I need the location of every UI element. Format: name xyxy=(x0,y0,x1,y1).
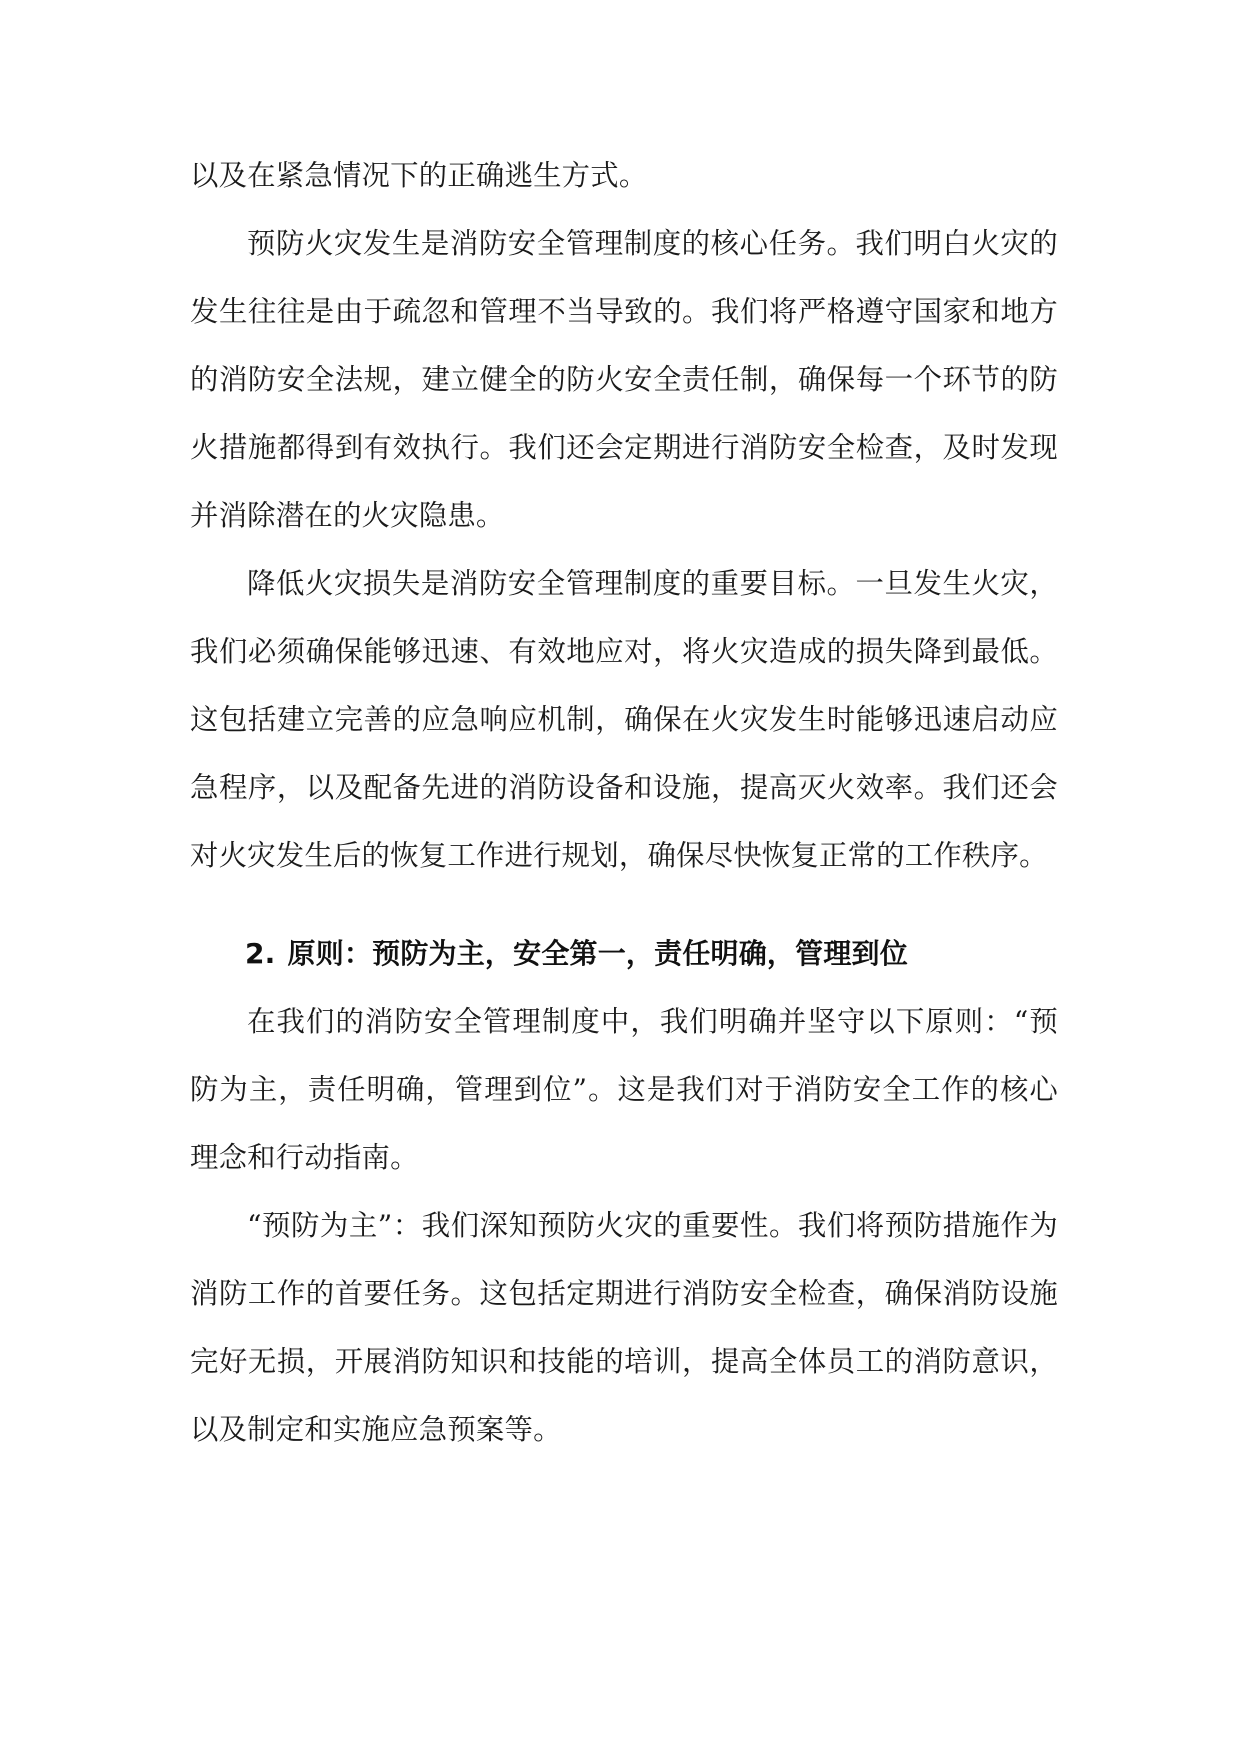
paragraph-principles-intro: 在我们的消防安全管理制度中，我们明确并坚守以下原则：“预防为主，责任明确，管理到位”。这是我们对于消防安全工作的核心理念和行动指南。 xyxy=(190,1005,1058,1174)
section-spacer xyxy=(190,890,1058,920)
document-page xyxy=(190,142,1058,1464)
paragraph-loss-reduction: 降低火灾损失是消防安全管理制度的重要目标。一旦发生火灾，我们必须确保能够迅速、有效地应对，将火灾造成的损失降到最低。这包括建立完善的应急响应机制，确保在火灾发生时能够迅速启动应急程序，以及配备先进的消防设备和设施，提高灭火效率。我们还会对火灾发生后的恢复工作进行规划，确保尽快恢复正常的工作秩序。 xyxy=(190,567,1058,872)
section-heading xyxy=(190,920,1058,988)
paragraph-fire-prevention: 预防火灾发生是消防安全管理制度的核心任务。我们明白火灾的发生往往是由于疏忽和管理不当导致的。我们将严格遵守国家和地方的消防安全法规，建立健全的防火安全责任制，确保每一个环节的防火措施都得到有效执行。我们还会定期进行消防安全检查，及时发现并消除潜在的火灾隐患。 xyxy=(190,227,1058,532)
paragraph-continuation: 以及在紧急情况下的正确逃生方式。 xyxy=(190,159,648,192)
section-title: 原则：预防为主，安全第一，责任明确，管理到位 xyxy=(287,937,908,970)
paragraph-prevention-first: “预防为主”：我们深知预防火灾的重要性。我们将预防措施作为消防工作的首要任务。这包括定期进行消防安全检查，确保消防设施完好无损，开展消防知识和技能的培训，提高全体员工的消防意识，以及制定和实施应急预案等。 xyxy=(190,1209,1058,1446)
section-number: 2. xyxy=(245,937,276,970)
